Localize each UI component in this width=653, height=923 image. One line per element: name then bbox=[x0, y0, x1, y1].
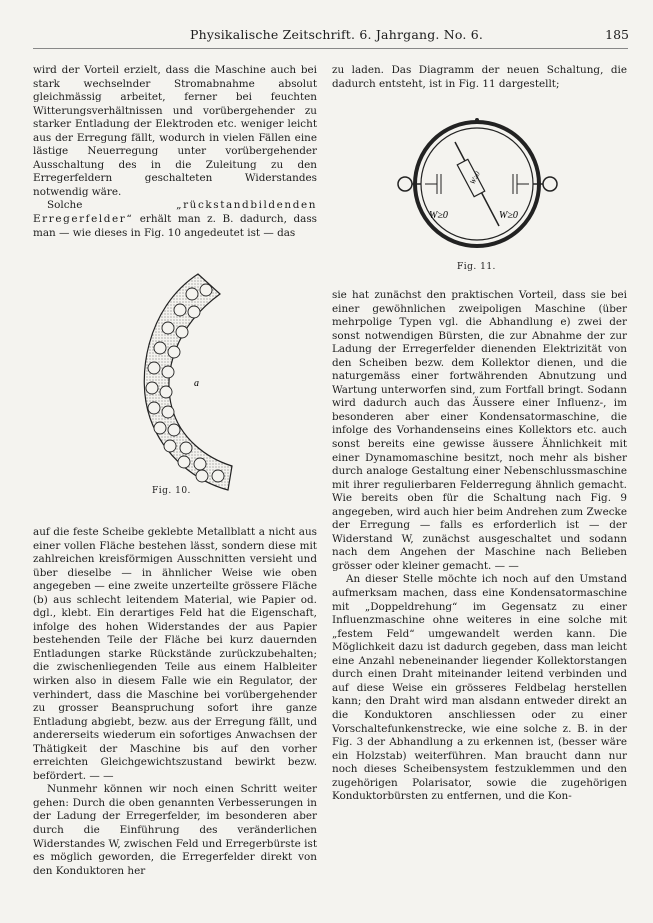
spaced-term: „rückstandbildenden Erregerfelder“ bbox=[33, 199, 317, 226]
figure-10-diagram bbox=[128, 268, 238, 494]
paragraph: zu laden. Das Diagramm der neuen Schaltung, die dadurch entsteht, ist in Fig. 11 dargestellt; bbox=[332, 64, 627, 90]
figure-11-caption: Fig. 11. bbox=[457, 262, 496, 272]
paragraph: sie hat zunächst den praktischen Vorteil, dass sie bei einer gewöhnlichen zweipoligen Maschine (über mehrpolige Typen vgl. die Abhandlung e) zwei der sonst notwendigen Bürsten, die zur Abnahme der zur Ladung der Erregerfelder dienenden Elektrizität von den Scheiben bezw. dem Kollektor dienen, und die naturgemäss einer fortwährenden Abnutzung und Wartung unterworfen sind, zum Fortfall bringt. Sodann wird dadurch auch das Äussere einer Influenz-, im besonderen aber einer Kondensatormaschine, die infolge des Vorhandenseins eines Kollektors etc. auch sonst bereits eine gewisse äussere Ähnlichkeit mit einer Dynamomaschine besitzt, noch mehr als bisher durch analoge Gestaltung einer Nebenschlussmaschine mit ihrer regulierbaren Felderregung ähnlich gemacht. Wie bereits oben für die Schaltung nach Fig. 9 angegeben, wird auch hier beim Andrehen zum Zwecke der Erregung — falls es erforderlich ist — der Widerstand W, zunächst ausgeschaltet und sodann nach dem Angehen der Maschine nach Belieben grösser oder kleiner gemacht. — — bbox=[332, 289, 627, 572]
paragraph bbox=[33, 199, 317, 240]
paragraph: An dieser Stelle möchte ich noch auf den Umstand aufmerksam machen, dass eine Kondensatormaschine mit „Doppeldrehung“ im Gegensatz zu einer Influenzmaschine ohne weiteres in eine solche mit „festem Feld“ umgewandelt werden kann. Die Möglichkeit dazu ist dadurch gegeben, dass man leicht eine Anzahl nebeneinander liegender Kollektorstangen durch einen Draht miteinander leitend verbinden und auf diese Weise ein grösseres Feldbelag herstellen kann; den Draht wird man alsdann entweder direkt an die Konduktoren anschliessen oder zu einer Vorschaltefunkenstrecke, wie eine solche z. B. in der Fig. 3 der Abhandlung a zu erkennen ist, (besser wäre ein Holzstab) weiterführen. Man braucht dann nur noch dieses Scheibensystem festzuklemmen und den zugehörigen Polarisator, sowie die zugehörigen Konduktorbürsten zu entfernen, und die Kon- bbox=[332, 573, 627, 803]
column-left-bottom bbox=[33, 526, 317, 878]
figure-10-caption: Fig. 10. bbox=[152, 486, 191, 496]
figure-11-label-left: W≥0 bbox=[429, 210, 448, 221]
page-number: 185 bbox=[605, 27, 629, 42]
figure-11-label-center: W≥0 bbox=[468, 170, 482, 186]
paragraph: Nunmehr können wir noch einen Schritt weiter gehen: Durch die oben genannten Verbesserungen in der Ladung der Erregerfelder, im besonderen aber durch die Einführung des veränderlichen Widerstandes W, zwischen Feld und Erregerbürste ist es möglich geworden, die Erregerfelder direkt von den Konduktoren her bbox=[33, 783, 317, 877]
journal-title: Physikalische Zeitschrift. 6. Jahrgang. No. 6. bbox=[190, 27, 484, 42]
running-header bbox=[0, 0, 653, 42]
column-left-top bbox=[33, 64, 317, 240]
header-rule bbox=[33, 48, 628, 49]
paragraph: auf die feste Scheibe geklebte Metallblatt a nicht aus einer vollen Fläche bestehen lässt, sondern diese mit zahlreichen kreisförmigen Ausschnitten versieht und über dieselbe — in ähnlicher Weise wie oben angegeben — eine zweite unzerteilte grössere Fläche (b) aus schlecht leitendem Material, wie Papier od. dgl., klebt. Ein derartiges Feld hat die Eigenschaft, infolge des hohen Widerstandes der aus Papier bestehenden Teile der Fläche bei kurz dauernden Entladungen starke Rückstände zurückzubehalten; die zwischenliegenden Teile aus einem Halbleiter wirken also in diesem Falle wie ein Regulator, der verhindert, dass die Maschine bei vorübergehender zu grosser Beanspruchung sofort ihre ganze Entladung abgiebt, bezw. aus der Erregung fällt, und andererseits wiederum ein sofortiges Anwachsen der Thätigkeit der Maschine bis auf den vorher erreichten Gleichgewichtszustand bewirkt bezw. befördert. — — bbox=[33, 526, 317, 782]
paragraph-rest: erhält man z. B. dadurch, dass man — wie dieses in Fig. 10 angedeutet ist — das bbox=[33, 213, 317, 239]
paragraph: wird der Vorteil erzielt, dass die Maschine auch bei stark wechselnder Stromabnahme absolut gleichmässig arbeitet, ferner bei feuchten Witterungsverhältnissen und vorübergehender zu starker Entladung der Elektroden etc. weniger leicht aus der Erregung fällt, wodurch in vielen Fällen eine lästige Neuerregung unter vorübergehender Ausschaltung des in die Zuleitung zu den Erregerfeldern geschalteten Widerstandes notwendig wäre. bbox=[33, 64, 317, 198]
figure-11-label-right: W≥0 bbox=[499, 210, 518, 221]
figure-10-label-a: a bbox=[194, 378, 199, 389]
paragraph-intro: Solche bbox=[47, 199, 177, 212]
figure-11-diagram bbox=[395, 112, 560, 254]
column-right-top bbox=[332, 64, 627, 91]
column-right-bottom bbox=[332, 289, 627, 804]
